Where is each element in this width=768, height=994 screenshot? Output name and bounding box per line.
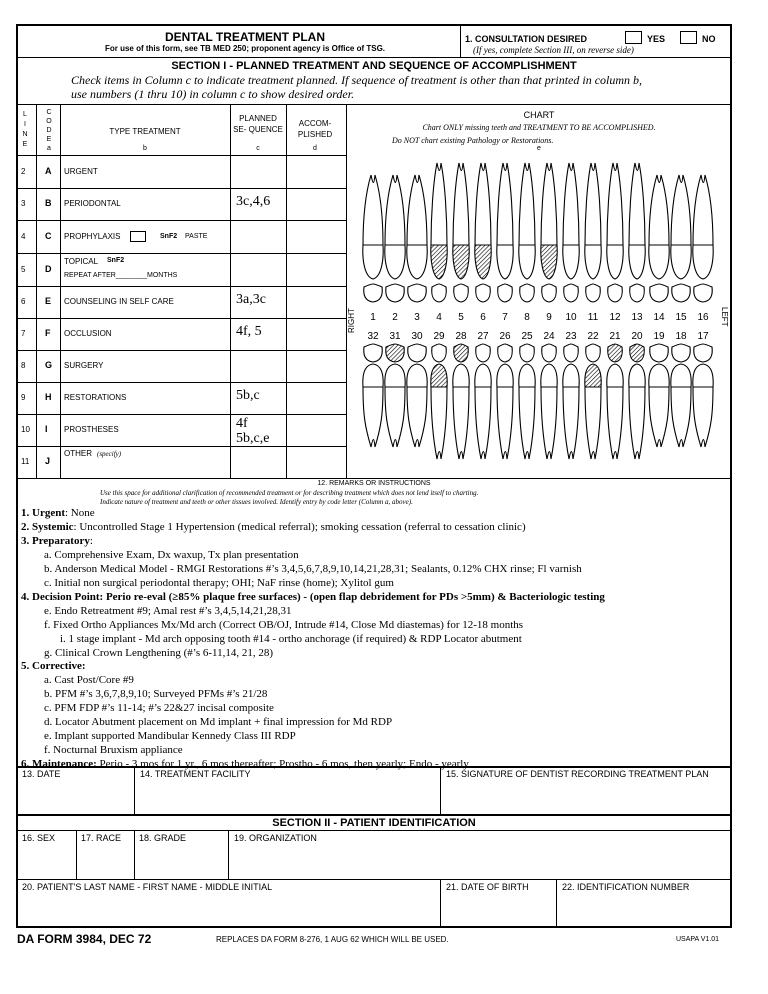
lower-tooth-crown[interactable] xyxy=(407,364,427,387)
upper-tooth-occlusal[interactable] xyxy=(564,284,578,302)
row-treatment-label: PROSTHESES xyxy=(64,425,119,434)
topical-snf2: SnF2 xyxy=(107,257,125,264)
remark-text: e. Implant supported Mandibular Kennedy Class III RDP xyxy=(44,730,296,743)
row-treatment-label: RESTORATIONS xyxy=(64,393,127,402)
no-label: NO xyxy=(702,34,716,44)
remark-heading: 3. Preparatory xyxy=(21,534,90,547)
remark-text: d. Locator Abutment placement on Md implant + final impression for Md RDP xyxy=(44,716,393,729)
upper-tooth-root[interactable] xyxy=(607,163,623,245)
remark-heading: 2. Systemic xyxy=(21,520,74,533)
tooth-chart xyxy=(348,157,730,477)
upper-tooth-crown[interactable] xyxy=(629,245,645,279)
replaces-note: REPLACES DA FORM 8-276, 1 AUG 62 WHICH WILL BE USED. xyxy=(216,935,449,944)
prostheses-planned-2: 5b,c,e xyxy=(236,431,270,446)
lower-tooth-crown[interactable] xyxy=(497,364,513,387)
consultation-no-checkbox[interactable] xyxy=(680,31,697,44)
lower-tooth-crown[interactable] xyxy=(629,364,645,387)
upper-tooth-crown[interactable] xyxy=(671,245,691,279)
chart-note-1: Chart ONLY missing teeth and TREATMENT TO BE ACCOMPLISHED. xyxy=(422,123,656,132)
remark-line xyxy=(44,549,299,561)
lower-tooth-occlusal[interactable] xyxy=(408,344,426,362)
remark-text: : xyxy=(89,534,93,547)
col-type-header: TYPE TREATMENT xyxy=(109,127,181,136)
patient-name-label: 20. PATIENT'S LAST NAME - FIRST NAME - MIDDLE INITIAL xyxy=(22,882,273,892)
upper-tooth-crown[interactable] xyxy=(431,245,447,279)
lower-tooth-number: 18 xyxy=(675,331,687,342)
upper-tooth-number: 2 xyxy=(392,312,398,323)
lower-tooth-root[interactable] xyxy=(649,387,669,447)
lower-tooth-occlusal[interactable] xyxy=(542,344,556,362)
lower-tooth-root[interactable] xyxy=(385,387,405,447)
lower-tooth-root[interactable] xyxy=(585,387,601,459)
lower-tooth-occlusal[interactable] xyxy=(672,344,690,362)
upper-tooth-root[interactable] xyxy=(363,175,383,245)
lower-tooth-crown[interactable] xyxy=(475,364,491,387)
lower-tooth-root[interactable] xyxy=(563,387,579,459)
lower-tooth-number: 21 xyxy=(609,331,621,342)
race-field[interactable] xyxy=(79,846,131,876)
grade-field[interactable] xyxy=(137,846,225,876)
upper-tooth-root[interactable] xyxy=(453,163,469,245)
upper-tooth-crown[interactable] xyxy=(649,245,669,279)
race-label: 17. RACE xyxy=(81,833,122,843)
id-number-field[interactable] xyxy=(560,895,726,925)
lower-tooth-occlusal[interactable] xyxy=(476,344,490,362)
remark-line xyxy=(44,744,183,756)
upper-tooth-root[interactable] xyxy=(475,163,491,245)
remark-line xyxy=(44,674,134,686)
lower-tooth-crown[interactable] xyxy=(541,364,557,387)
remark-heading: 5. Corrective: xyxy=(21,660,86,673)
prophylaxis-checkbox[interactable] xyxy=(130,231,146,242)
row-planned-sequence[interactable]: 4f xyxy=(236,416,248,431)
upper-tooth-occlusal[interactable] xyxy=(630,284,644,302)
upper-tooth-occlusal[interactable] xyxy=(520,284,534,302)
row-planned-sequence[interactable]: 3c,4,6 xyxy=(236,194,271,209)
row-treatment-label: SURGERY xyxy=(64,361,104,370)
lower-tooth-crown[interactable] xyxy=(519,364,535,387)
row-treatment-label: PERIODONTAL xyxy=(64,199,121,208)
row-line-number: 4 xyxy=(21,231,26,241)
upper-tooth-number: 7 xyxy=(502,312,508,323)
remark-heading: 1. Urgent xyxy=(21,507,65,519)
row-line-number: 8 xyxy=(21,361,26,370)
row-treatment-label: OTHER xyxy=(64,449,92,458)
upper-tooth-number: 10 xyxy=(565,312,577,323)
repeat-after: REPEAT AFTER________MONTHS xyxy=(64,272,178,279)
lower-tooth-root[interactable] xyxy=(629,387,645,459)
lower-tooth-occlusal[interactable] xyxy=(432,344,446,362)
upper-tooth-number: 6 xyxy=(480,312,486,323)
row-treatment-label: URGENT xyxy=(64,166,98,176)
lower-tooth-crown[interactable] xyxy=(693,364,713,387)
lower-tooth-number: 17 xyxy=(697,331,709,342)
upper-tooth-occlusal[interactable] xyxy=(650,284,668,302)
consultation-yes-checkbox[interactable] xyxy=(625,31,642,44)
col-line-header: L I N E xyxy=(22,111,28,148)
col-planned-sub: c xyxy=(256,145,260,152)
lower-tooth-number: 19 xyxy=(653,331,665,342)
lower-tooth-number: 22 xyxy=(587,331,599,342)
row-treatment-label: OCCLUSION xyxy=(64,329,112,338)
row-line-number: 7 xyxy=(21,329,26,338)
lower-tooth-crown[interactable] xyxy=(431,364,447,387)
remark-text: i. 1 stage implant - Md arch opposing tooth #14 - ortho anchorage (if required) & RDP Locator abutment xyxy=(60,632,522,645)
upper-tooth-crown[interactable] xyxy=(541,245,557,279)
sex-label: 16. SEX xyxy=(22,833,56,843)
date-field[interactable] xyxy=(20,782,130,812)
signature-field[interactable] xyxy=(444,792,726,812)
lower-tooth-root[interactable] xyxy=(407,387,427,447)
row-code: E xyxy=(45,296,52,306)
remark-line xyxy=(44,577,394,589)
upper-tooth-root[interactable] xyxy=(407,175,427,245)
col-accom-sub: d xyxy=(313,145,317,152)
remark-text: : Uncontrolled Stage 1 Hypertension (medical referral); smoking cessation (referral to cessation clinic) xyxy=(73,520,526,533)
upper-tooth-root[interactable] xyxy=(649,175,669,245)
organization-field[interactable] xyxy=(232,846,726,876)
upper-tooth-occlusal[interactable] xyxy=(476,284,490,302)
remark-text: a. Comprehensive Exam, Dx waxup, Tx plan presentation xyxy=(44,548,299,561)
remark-line xyxy=(21,660,86,672)
lower-tooth-occlusal[interactable] xyxy=(630,344,644,362)
remark-line xyxy=(21,591,605,603)
upper-tooth-crown[interactable] xyxy=(363,245,383,279)
lower-tooth-occlusal[interactable] xyxy=(498,344,512,362)
upper-tooth-root[interactable] xyxy=(671,175,691,245)
remark-text: g. Clinical Crown Lengthening (#’s 6-11,14, 21, 28) xyxy=(44,646,274,659)
prophy-paste: PASTE xyxy=(185,233,208,240)
lower-tooth-number: 31 xyxy=(389,331,401,342)
form-id: DA FORM 3984, DEC 72 xyxy=(17,932,152,946)
upper-tooth-occlusal[interactable] xyxy=(586,284,600,302)
row-accomplished-cell[interactable] xyxy=(289,288,344,316)
lower-tooth-number: 24 xyxy=(543,331,555,342)
upper-tooth-number: 8 xyxy=(524,312,530,323)
upper-tooth-root[interactable] xyxy=(519,163,535,245)
col-chart-header: CHART xyxy=(523,110,555,120)
sex-field[interactable] xyxy=(20,846,74,876)
dob-label: 21. DATE OF BIRTH xyxy=(446,882,529,892)
remark-line xyxy=(44,563,582,575)
lower-tooth-occlusal[interactable] xyxy=(694,344,712,362)
remark-line xyxy=(44,605,291,617)
row-planned-sequence[interactable]: 4f, 5 xyxy=(236,324,262,339)
lower-tooth-occlusal[interactable] xyxy=(608,344,622,362)
section2-title: SECTION II - PATIENT IDENTIFICATION xyxy=(272,817,476,829)
remark-text: a. Cast Post/Core #9 xyxy=(44,674,134,687)
remark-line xyxy=(21,507,95,519)
col-code-sub: a xyxy=(47,145,51,152)
lower-tooth-number: 28 xyxy=(455,331,467,342)
row-code: B xyxy=(45,198,52,208)
row-accomplished-cell[interactable] xyxy=(289,190,344,218)
row-code: D xyxy=(45,263,52,274)
lower-tooth-root[interactable] xyxy=(519,387,535,459)
consultation-note: (If yes, complete Section III, on reverse side) xyxy=(473,45,634,55)
remarks-title: 12. REMARKS OR INSTRUCTIONS xyxy=(317,480,431,487)
remark-heading: 4. Decision Point: Perio re-eval (≥85% plaque free surfaces) - (open flap debridement for PDs >5mm) & Bacteriologic testing xyxy=(21,590,605,603)
remark-text: c. Initial non surgical periodontal therapy; OHI; NaF rinse (home); Xylitol gum xyxy=(44,576,394,589)
row-line-number: 3 xyxy=(21,199,26,208)
facility-label: 14. TREATMENT FACILITY xyxy=(140,769,251,779)
lower-tooth-occlusal[interactable] xyxy=(586,344,600,362)
upper-tooth-crown[interactable] xyxy=(497,245,513,279)
section1-instruction-2: use numbers (1 thru 10) in column c to show desired order. xyxy=(71,87,355,101)
remark-line xyxy=(44,688,267,700)
lower-tooth-crown[interactable] xyxy=(453,364,469,387)
remarks-note-1: Use this space for additional clarification of recommended treatment or for describing treatment which does not lend itself to charting. xyxy=(100,489,479,497)
lower-tooth-root[interactable] xyxy=(453,387,469,459)
remark-line xyxy=(44,730,296,742)
lower-tooth-root[interactable] xyxy=(541,387,557,459)
row-line-number: 11 xyxy=(21,457,30,466)
chart-note-2: Do NOT chart existing Pathology or Restorations. xyxy=(392,136,554,145)
lower-tooth-root[interactable] xyxy=(431,387,447,459)
other-specify: (specify) xyxy=(97,450,122,458)
lower-tooth-root[interactable] xyxy=(497,387,513,459)
upper-tooth-number: 1 xyxy=(370,312,376,323)
upper-tooth-number: 14 xyxy=(653,312,665,323)
row-treatment-label: COUNSELING IN SELF CARE xyxy=(64,297,174,306)
remark-heading: 6. Maintenance: xyxy=(21,758,97,771)
upper-tooth-occlusal[interactable] xyxy=(408,284,426,302)
lower-tooth-crown[interactable] xyxy=(671,364,691,387)
upper-tooth-crown[interactable] xyxy=(585,245,601,279)
col-type-sub: b xyxy=(143,145,147,152)
remark-text: f. Nocturnal Bruxism appliance xyxy=(44,744,183,757)
dob-field[interactable] xyxy=(444,895,552,925)
lower-tooth-crown[interactable] xyxy=(585,364,601,387)
row-accomplished-cell[interactable] xyxy=(289,448,344,476)
row-line-number: 5 xyxy=(21,264,26,274)
upper-tooth-occlusal[interactable] xyxy=(364,284,382,302)
lower-tooth-occlusal[interactable] xyxy=(520,344,534,362)
form-title: DENTAL TREATMENT PLAN xyxy=(165,30,325,44)
signature-label: 15. SIGNATURE OF DENTIST RECORDING TREATMENT PLAN xyxy=(446,769,709,779)
section1-instruction-1: Check items in Column c to indicate treatment planned. If sequence of treatment is other than that printed in column b, xyxy=(71,73,643,87)
lower-tooth-root[interactable] xyxy=(363,387,383,447)
lower-tooth-occlusal[interactable] xyxy=(364,344,382,362)
lower-tooth-occlusal[interactable] xyxy=(564,344,578,362)
row-code: H xyxy=(45,392,52,402)
row-accomplished-cell[interactable] xyxy=(289,416,344,444)
upper-tooth-occlusal[interactable] xyxy=(432,284,446,302)
upper-tooth-occlusal[interactable] xyxy=(608,284,622,302)
row-code: I xyxy=(45,424,48,434)
upper-tooth-number: 3 xyxy=(414,312,420,323)
row-treatment-label: PROPHYLAXIS xyxy=(64,231,121,241)
col-accom-header: ACCOM- PLISHED xyxy=(297,119,333,139)
row-accomplished-cell[interactable] xyxy=(289,320,344,348)
section1-title: SECTION I - PLANNED TREATMENT AND SEQUENCE OF ACCOMPLISHMENT xyxy=(171,60,577,72)
upper-tooth-root[interactable] xyxy=(541,163,557,245)
upper-tooth-number: 12 xyxy=(609,312,621,323)
lower-tooth-crown[interactable] xyxy=(649,364,669,387)
row-accomplished-cell[interactable] xyxy=(289,255,344,284)
row-code: A xyxy=(45,165,52,176)
remark-text: b. Anderson Medical Model - RMGI Restorations #’s 3,4,5,6,7,8,9,10,14,21,28,31; Sealants, 0.12% CHX rinse; Fl varnish xyxy=(44,562,582,575)
row-treatment-label: TOPICAL xyxy=(64,257,99,266)
upper-tooth-occlusal[interactable] xyxy=(672,284,690,302)
upper-tooth-occlusal[interactable] xyxy=(694,284,712,302)
upper-tooth-crown[interactable] xyxy=(563,245,579,279)
lower-tooth-number: 27 xyxy=(477,331,489,342)
upper-tooth-number: 9 xyxy=(546,312,552,323)
remark-text: f. Fixed Ortho Appliances Mx/Md arch (Correct OB/OJ, Intrude #14, Close Md diastemas) for 12-18 months xyxy=(44,618,524,631)
lower-tooth-number: 32 xyxy=(367,331,379,342)
upper-tooth-number: 13 xyxy=(631,312,643,323)
organization-label: 19. ORGANIZATION xyxy=(234,833,317,843)
upper-tooth-number: 5 xyxy=(458,312,464,323)
upper-tooth-occlusal[interactable] xyxy=(498,284,512,302)
upper-tooth-root[interactable] xyxy=(563,163,579,245)
remark-text: Perio - 3 mos for 1 yr., 6 mos thereafter; Prostho - 6 mos, then yearly; Endo - yearly xyxy=(96,758,469,771)
prophy-snf2: SnF2 xyxy=(160,233,178,240)
remark-text: c. PFM FDP #’s 11-14; #’s 22&27 incisal composite xyxy=(44,702,274,715)
upper-tooth-root[interactable] xyxy=(385,175,405,245)
row-code: C xyxy=(45,230,52,241)
date-label: 13. DATE xyxy=(22,769,61,779)
yes-label: YES xyxy=(647,34,666,44)
col-planned-header: PLANNED SE- QUENCE xyxy=(233,114,283,134)
row-planned-sequence[interactable]: 5b,c xyxy=(236,388,260,403)
lower-tooth-occlusal[interactable] xyxy=(650,344,668,362)
upper-tooth-crown[interactable] xyxy=(519,245,535,279)
upper-tooth-number: 15 xyxy=(675,312,687,323)
row-line-number: 2 xyxy=(21,166,26,176)
lower-tooth-occlusal[interactable] xyxy=(386,344,404,362)
row-accomplished-cell[interactable] xyxy=(289,157,344,186)
upper-tooth-occlusal[interactable] xyxy=(386,284,404,302)
row-code: G xyxy=(45,360,53,370)
remark-line xyxy=(21,535,93,547)
remark-line xyxy=(44,716,392,728)
remark-line xyxy=(44,619,523,631)
lower-tooth-number: 29 xyxy=(433,331,445,342)
form-subtitle: For use of this form, see TB MED 250; proponent agency is Office of TSG. xyxy=(104,44,386,53)
right-label: RIGHT xyxy=(347,308,356,333)
remark-text: b. PFM #’s 3,6,7,8,9,10; Surveyed PFMs #’s 21/28 xyxy=(44,688,268,701)
lower-tooth-number: 30 xyxy=(411,331,423,342)
id-number-label: 22. IDENTIFICATION NUMBER xyxy=(562,882,690,892)
upper-tooth-number: 11 xyxy=(587,312,599,323)
consultation-label: 1. CONSULTATION DESIRED xyxy=(465,34,588,44)
upper-tooth-root[interactable] xyxy=(585,163,601,245)
row-code: F xyxy=(45,328,51,338)
row-line-number: 10 xyxy=(21,425,30,434)
row-planned-sequence[interactable]: 3a,3c xyxy=(236,292,266,307)
upper-tooth-root[interactable] xyxy=(693,175,713,245)
row-line-number: 9 xyxy=(21,393,26,402)
upper-tooth-crown[interactable] xyxy=(385,245,405,279)
upper-tooth-crown[interactable] xyxy=(407,245,427,279)
lower-tooth-number: 23 xyxy=(565,331,577,342)
lower-tooth-crown[interactable] xyxy=(385,364,405,387)
upper-tooth-occlusal[interactable] xyxy=(542,284,556,302)
lower-tooth-crown[interactable] xyxy=(563,364,579,387)
left-label: LEFT xyxy=(720,307,729,327)
upper-tooth-crown[interactable] xyxy=(453,245,469,279)
facility-field[interactable] xyxy=(138,782,436,812)
row-code: J xyxy=(45,456,51,466)
row-accomplished-cell[interactable] xyxy=(289,352,344,380)
remark-line xyxy=(60,633,522,645)
lower-tooth-root[interactable] xyxy=(475,387,491,459)
upper-tooth-root[interactable] xyxy=(431,163,447,245)
upper-tooth-crown[interactable] xyxy=(607,245,623,279)
lower-tooth-root[interactable] xyxy=(693,387,713,447)
upper-tooth-number: 4 xyxy=(436,312,442,323)
lower-tooth-crown[interactable] xyxy=(363,364,383,387)
upper-tooth-occlusal[interactable] xyxy=(454,284,468,302)
patient-name-field[interactable] xyxy=(20,895,436,925)
col-chart-sub: e xyxy=(537,145,541,152)
lower-tooth-root[interactable] xyxy=(671,387,691,447)
row-accomplished-cell[interactable] xyxy=(289,222,344,251)
lower-tooth-number: 25 xyxy=(521,331,533,342)
grade-label: 18. GRADE xyxy=(139,833,187,843)
lower-tooth-crown[interactable] xyxy=(607,364,623,387)
upper-tooth-root[interactable] xyxy=(497,163,513,245)
lower-tooth-number: 26 xyxy=(499,331,511,342)
version-label: USAPA V1.01 xyxy=(676,936,720,943)
lower-tooth-occlusal[interactable] xyxy=(454,344,468,362)
remark-text: : None xyxy=(65,507,95,519)
remarks-note-2: Indicate nature of treatment and teeth or other tissues involved. Identify entry by code letter (Column a, above). xyxy=(100,498,413,506)
lower-tooth-root[interactable] xyxy=(607,387,623,459)
remark-text: e. Endo Retreatment #9; Amal rest #’s 3,4,5,14,21,28,31 xyxy=(44,604,292,617)
upper-tooth-crown[interactable] xyxy=(693,245,713,279)
col-code-header: C O D E xyxy=(46,109,52,143)
upper-tooth-number: 16 xyxy=(697,312,709,323)
lower-tooth-number: 20 xyxy=(631,331,643,342)
row-line-number: 6 xyxy=(21,297,26,306)
remark-line xyxy=(44,702,274,714)
row-accomplished-cell[interactable] xyxy=(289,384,344,412)
upper-tooth-root[interactable] xyxy=(629,163,645,245)
remark-line xyxy=(21,521,526,533)
upper-tooth-crown[interactable] xyxy=(475,245,491,279)
remark-line xyxy=(44,647,273,659)
